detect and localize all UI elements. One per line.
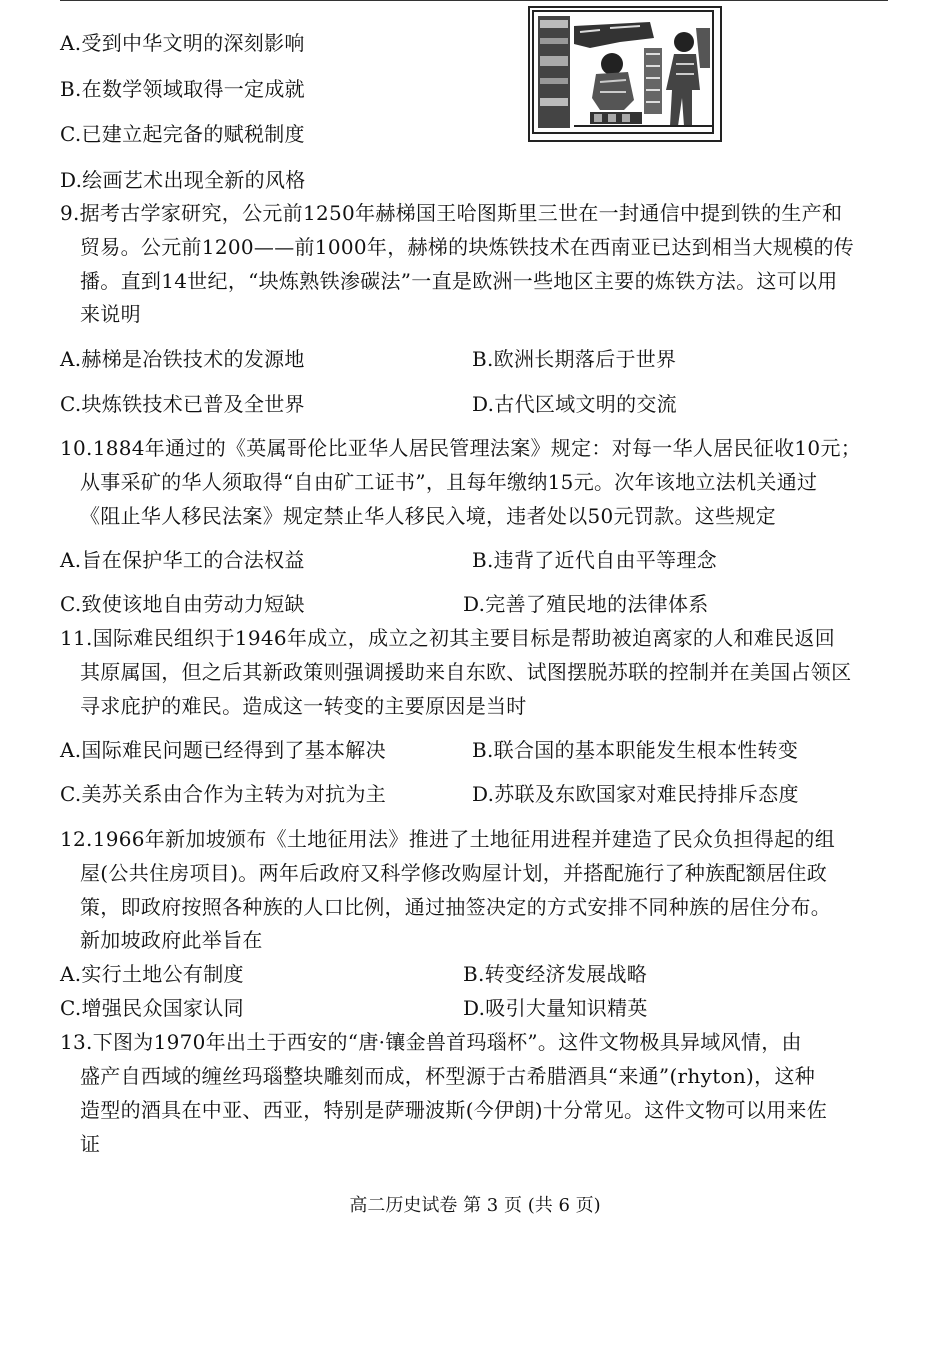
q13-stem-line-3: 造型的酒具在中亚、西亚，特别是萨珊波斯(今伊朗)十分常见。这件文物可以用来佐	[80, 1098, 828, 1122]
relief-drawing-icon	[530, 8, 716, 136]
q11-option-c: C.美苏关系由合作为主转为对抗为主	[60, 782, 387, 806]
q10-option-d: D.完善了殖民地的法律体系	[463, 592, 709, 616]
q9-option-d: D.古代区域文明的交流	[472, 392, 677, 416]
q10-option-a: A.旨在保护华工的合法权益	[60, 548, 305, 572]
q8-option-c: C.已建立起完备的赋税制度	[60, 122, 305, 146]
q13-stem-line-1: 13.下图为1970年出土于西安的“唐·镶金兽首玛瑙杯”。这件文物极具异域风情，由	[60, 1030, 802, 1054]
q10-stem-line-2: 从事采矿的华人须取得“自由矿工证书”，且每年缴纳15元。次年该地立法机关通过	[80, 470, 818, 494]
q11-stem-line-3: 寻求庇护的难民。造成这一转变的主要原因是当时	[80, 694, 527, 718]
page-footer: 高二历史试卷 第 3 页 (共 6 页)	[349, 1195, 601, 1216]
q12-stem-line-1: 12.1966年新加坡颁布《土地征用法》推进了土地征用进程并建造了民众负担得起的组	[60, 827, 836, 851]
q11-option-b: B.联合国的基本职能发生根本性转变	[472, 738, 799, 762]
q10-stem-line-3: 《阻止华人移民法案》规定禁止华人移民入境，违者处以50元罚款。这些规定	[80, 504, 776, 528]
q8-option-b: B.在数学领域取得一定成就	[60, 77, 305, 101]
q10-stem-line-1: 10.1884年通过的《英属哥伦比亚华人居民管理法案》规定：对每一华人居民征收10元；	[60, 436, 862, 460]
q9-option-c: C.块炼铁技术已普及全世界	[60, 392, 305, 416]
q11-stem-line-2: 其原属国，但之后其新政策则强调援助来自东欧、试图摆脱苏联的控制并在美国占领区	[80, 660, 852, 684]
q12-stem-line-3: 策，即政府按照各种族的人口比例，通过抽签决定的方式安排不同种族的居住分布。	[80, 895, 832, 919]
q8-option-d: D.绘画艺术出现全新的风格	[60, 168, 306, 192]
q11-option-d: D.苏联及东欧国家对难民持排斥态度	[472, 782, 799, 806]
q9-stem-line-3: 播。直到14世纪，“块炼熟铁渗碳法”一直是欧洲一些地区主要的炼铁方法。这可以用	[80, 269, 838, 293]
q9-stem-line-1: 9.据考古学家研究，公元前1250年赫梯国王哈图斯里三世在一封通信中提到铁的生产和	[60, 201, 843, 225]
q8-option-a: A.受到中华文明的深刻影响	[60, 31, 305, 55]
q12-stem-line-4: 新加坡政府此举旨在	[80, 928, 263, 952]
q13-stem-line-4: 证	[80, 1132, 101, 1156]
q10-option-b: B.违背了近代自由平等理念	[472, 548, 717, 572]
q11-stem-line-1: 11.国际难民组织于1946年成立，成立之初其主要目标是帮助被迫离家的人和难民返回	[60, 626, 836, 650]
q11-option-a: A.国际难民问题已经得到了基本解决	[60, 738, 386, 762]
q9-option-a: A.赫梯是冶铁技术的发源地	[60, 347, 305, 371]
top-rule	[60, 0, 888, 1]
q9-stem-line-4: 来说明	[80, 302, 141, 326]
q12-option-d: D.吸引大量知识精英	[463, 996, 648, 1020]
q9-stem-line-2: 贸易。公元前1200——前1000年，赫梯的块炼铁技术在西南亚已达到相当大规模的传	[80, 235, 855, 259]
relief-illustration	[528, 6, 722, 142]
q12-option-c: C.增强民众国家认同	[60, 996, 244, 1020]
q12-option-b: B.转变经济发展战略	[463, 962, 648, 986]
q9-option-b: B.欧洲长期落后于世界	[472, 347, 677, 371]
q13-stem-line-2: 盛产自西域的缠丝玛瑙整块雕刻而成，杯型源于古希腊酒具“来通”(rhyton)，这种	[80, 1064, 816, 1088]
q12-stem-line-2: 屋(公共住房项目)。两年后政府又科学修改购屋计划，并搭配施行了种族配额居住政	[80, 861, 828, 885]
q10-option-c: C.致使该地自由劳动力短缺	[60, 592, 305, 616]
q12-option-a: A.实行土地公有制度	[60, 962, 244, 986]
